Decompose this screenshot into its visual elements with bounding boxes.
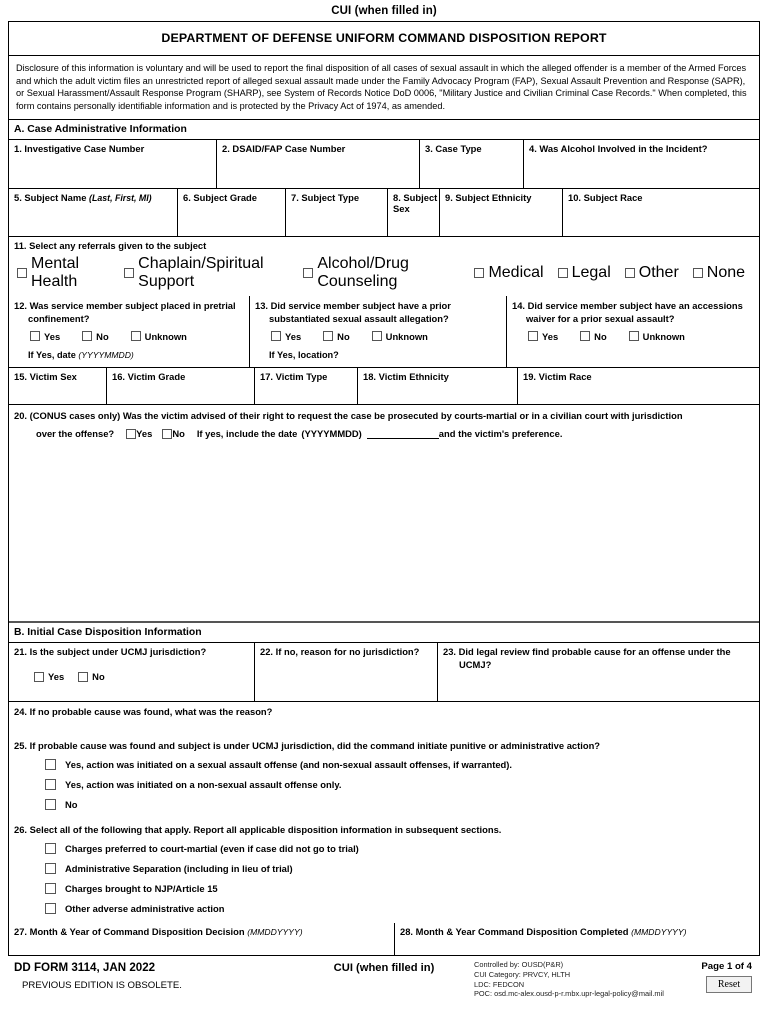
- q21-options: [14, 657, 254, 682]
- question-26-disposition-types: [9, 819, 759, 923]
- q13-options: [255, 326, 502, 342]
- question-13-prior-allegation: [249, 296, 506, 367]
- checkbox-icon[interactable]: [372, 331, 382, 341]
- q11-option-legal[interactable]: Legal: [558, 264, 611, 282]
- checkbox-icon[interactable]: [629, 331, 639, 341]
- checkbox-icon[interactable]: [45, 903, 56, 914]
- q25-option-sexual-assault-offense[interactable]: Yes, action was initiated on a sexual assault offense (and non-sexual assault offenses, if warranted).: [45, 759, 754, 770]
- q13-label: 13. Did service member subject have a prior substantiated sexual assault allegation?: [255, 300, 451, 324]
- q13-option-yes[interactable]: Yes: [271, 331, 301, 342]
- checkbox-icon[interactable]: [82, 331, 92, 341]
- q11-option-medical[interactable]: Medical: [474, 264, 543, 282]
- field-case-type[interactable]: 3. Case Type: [419, 140, 523, 188]
- field-victim-ethnicity[interactable]: 18. Victim Ethnicity: [357, 368, 517, 404]
- question-12-pretrial-confinement: [9, 296, 249, 367]
- field-subject-race[interactable]: 10. Subject Race: [562, 189, 757, 236]
- q14-option-no[interactable]: No: [580, 331, 607, 342]
- q25-label: 25. If probable cause was found and subject is under UCMJ jurisdiction, did the command initiate punitive or administrative action?: [14, 740, 601, 752]
- q14-label: 14. Did service member subject have an accessions waiver for a prior sexual assault?: [512, 300, 743, 324]
- q26-options: [14, 836, 754, 918]
- q12-option-no[interactable]: No: [82, 331, 109, 342]
- q28-date-format-hint: (MMDDYYYY): [631, 927, 687, 938]
- checkbox-icon[interactable]: [303, 268, 313, 278]
- q12-if-yes-date[interactable]: If Yes, date (YYYYMMDD): [28, 349, 134, 360]
- q20-if-yes-text: If yes, include the date: [196, 428, 298, 440]
- checkbox-icon[interactable]: [45, 799, 56, 810]
- q20-checkbox-yes[interactable]: [126, 429, 136, 439]
- checkbox-icon[interactable]: [693, 268, 703, 278]
- row-q21-q23: [9, 643, 759, 702]
- q26-option-other-adverse-action[interactable]: Other adverse administrative action: [45, 903, 754, 914]
- q26-option-njp-article-15[interactable]: Charges brought to NJP/Article 15: [45, 883, 754, 894]
- q14-option-unknown[interactable]: Unknown: [629, 331, 685, 342]
- form-footer: [8, 956, 760, 1016]
- question-11-referrals: [9, 237, 759, 296]
- q12-options: [14, 326, 245, 342]
- q20-line2: [14, 422, 753, 439]
- q20-prompt-tail: over the offense?: [36, 428, 115, 440]
- reset-button[interactable]: Reset: [706, 976, 752, 993]
- q14-option-yes[interactable]: Yes: [528, 331, 558, 342]
- q11-option-alcohol-drug[interactable]: Alcohol/Drug Counseling: [303, 255, 460, 291]
- cui-banner-bottom: CUI (when filled in): [333, 962, 435, 975]
- field-no-jurisdiction-reason[interactable]: 22. If no, reason for no jurisdiction?: [254, 643, 437, 701]
- question-20-conus-advisement: [9, 405, 759, 621]
- field-subject-name[interactable]: 5. Subject Name (Last, First, MI): [14, 192, 152, 204]
- subject-name-hint: (Last, First, MI): [89, 193, 152, 204]
- field-subject-sex[interactable]: 8. Subject Sex: [387, 189, 439, 236]
- q25-options: [14, 752, 754, 814]
- q11-option-none[interactable]: None: [693, 264, 745, 282]
- q20-preference-text: and the victim's preference.: [438, 428, 563, 440]
- form-frame: [8, 21, 760, 956]
- field-subject-grade[interactable]: 6. Subject Grade: [177, 189, 285, 236]
- q13-option-unknown[interactable]: Unknown: [372, 331, 428, 342]
- field-investigative-case-number[interactable]: 1. Investigative Case Number: [14, 143, 145, 155]
- controlled-by-line: Controlled by: OUSD(P&R): [474, 960, 564, 970]
- checkbox-icon[interactable]: [474, 268, 484, 278]
- checkbox-icon[interactable]: [45, 759, 56, 770]
- checkbox-icon[interactable]: [124, 268, 134, 278]
- q13-if-yes-location[interactable]: If Yes, location?: [269, 349, 339, 360]
- q20-free-response-area[interactable]: [9, 439, 759, 621]
- q12-date-format-hint: (YYYYMMDD): [78, 349, 134, 360]
- row-q27-q28: [9, 923, 759, 955]
- q11-option-chaplain[interactable]: Chaplain/Spiritual Support: [124, 255, 289, 291]
- q20-label-yes: Yes: [136, 428, 153, 440]
- privacy-disclosure-text: Disclosure of this information is voluntary and will be used to report the final disposition of all cases of sexual assault in which the alleged offender is a member of the Armed Forces and which the adult victim files an unrestricted report of alleged sexual assault made under the Family Advocacy Program (FAP), Sexual Assault Prevention and Response (SAPR), or Sexual Harassment/Assault Response Program (SHARP), see System of Records Notice DoD 0006, "Military Justice and Civilian Criminal Case Records." When completed, this form contains personally identifiable information and is protected by the Privacy Act of 1974, as amended.: [9, 56, 759, 120]
- checkbox-icon[interactable]: [528, 331, 538, 341]
- checkbox-icon[interactable]: [131, 331, 141, 341]
- field-alcohol-involved[interactable]: 4. Was Alcohol Involved in the Incident?: [523, 140, 757, 188]
- checkbox-icon[interactable]: [45, 863, 56, 874]
- row-q15-q19: [9, 368, 759, 405]
- section-a-heading: A. Case Administrative Information: [9, 120, 759, 140]
- q14-options: [512, 326, 753, 342]
- checkbox-icon[interactable]: [625, 268, 635, 278]
- q26-option-charges-preferred[interactable]: Charges preferred to court-martial (even if case did not go to trial): [45, 843, 754, 854]
- row-q1-q4: [9, 140, 759, 189]
- q12-option-yes[interactable]: Yes: [30, 331, 60, 342]
- question-21-ucmj-jurisdiction: [9, 643, 254, 701]
- field-victim-type[interactable]: 17. Victim Type: [254, 368, 357, 404]
- field-victim-sex[interactable]: 15. Victim Sex: [14, 371, 77, 383]
- q11-label: 11. Select any referrals given to the subject: [14, 240, 207, 252]
- q20-line1: 20. (CONUS cases only) Was the victim advised of their right to request the case be prosecuted by courts-martial or in a civilian court with jurisdiction: [14, 410, 683, 422]
- cui-banner-top: CUI (when filled in): [331, 5, 437, 17]
- row-q5-q10: [9, 189, 759, 237]
- section-b-heading: B. Initial Case Disposition Information: [9, 621, 759, 643]
- checkbox-icon[interactable]: [30, 331, 40, 341]
- question-25-command-action: [9, 735, 759, 819]
- q27-date-format-hint: (MMDDYYYY): [247, 927, 303, 938]
- form-number: DD FORM 3114, JAN 2022: [14, 961, 156, 975]
- q20-label-no: No: [172, 428, 185, 440]
- form-title: DEPARTMENT OF DEFENSE UNIFORM COMMAND DISPOSITION REPORT: [9, 22, 759, 56]
- checkbox-icon[interactable]: [17, 268, 27, 278]
- checkbox-icon[interactable]: [580, 331, 590, 341]
- field-subject-type[interactable]: 7. Subject Type: [285, 189, 387, 236]
- question-23-probable-cause[interactable]: 23. Did legal review find probable cause for an offense under the UCMJ?: [437, 643, 757, 701]
- cui-category-line: CUI Category: PRVCY, HLTH: [474, 969, 571, 979]
- checkbox-icon[interactable]: [78, 672, 88, 682]
- checkbox-icon[interactable]: [558, 268, 568, 278]
- checkbox-icon[interactable]: [45, 779, 56, 790]
- checkbox-icon[interactable]: [323, 331, 333, 341]
- checkbox-icon[interactable]: [45, 883, 56, 894]
- previous-edition-notice: PREVIOUS EDITION IS OBSOLETE.: [22, 980, 182, 992]
- field-victim-grade[interactable]: 16. Victim Grade: [106, 368, 254, 404]
- field-victim-race[interactable]: 19. Victim Race: [517, 368, 757, 404]
- page-number: Page 1 of 4: [701, 961, 752, 973]
- field-subject-ethnicity[interactable]: 9. Subject Ethnicity: [439, 189, 562, 236]
- checkbox-icon[interactable]: [271, 331, 281, 341]
- q21-label: 21. Is the subject under UCMJ jurisdiction?: [14, 646, 207, 658]
- q11-option-mental-health[interactable]: Mental Health: [17, 255, 110, 291]
- field-dsaid-fap-case-number[interactable]: 2. DSAID/FAP Case Number: [216, 140, 419, 188]
- q25-option-non-sexual-assault-offense[interactable]: Yes, action was initiated on a non-sexual assault offense only.: [45, 779, 754, 790]
- q26-label: 26. Select all of the following that apply. Report all applicable disposition information in subsequent sections.: [14, 824, 502, 836]
- q26-option-administrative-separation[interactable]: Administrative Separation (including in lieu of trial): [45, 863, 754, 874]
- q21-option-yes[interactable]: Yes: [34, 671, 64, 682]
- q12-label: 12. Was service member subject placed in pretrial confinement?: [14, 300, 236, 324]
- q11-option-other[interactable]: Other: [625, 264, 679, 282]
- q21-option-no[interactable]: No: [78, 671, 105, 682]
- checkbox-icon[interactable]: [34, 672, 44, 682]
- q20-date-format-hint: (YYYYMMDD): [301, 428, 362, 440]
- q11-checkbox-group: [9, 251, 759, 296]
- field-disposition-completed-date[interactable]: 28. Month & Year Command Disposition Completed (MMDDYYYY): [394, 923, 758, 955]
- ldc-line: LDC: FEDCON: [474, 979, 525, 989]
- q13-option-no[interactable]: No: [323, 331, 350, 342]
- field-disposition-decision-date[interactable]: 27. Month & Year of Command Disposition Decision (MMDDYYYY): [14, 926, 303, 938]
- question-24-no-probable-cause-reason[interactable]: 24. If no probable cause was found, what was the reason?: [14, 706, 273, 718]
- q20-date-input[interactable]: [367, 429, 439, 439]
- cui-control-block: [474, 960, 664, 998]
- checkbox-icon[interactable]: [45, 843, 56, 854]
- question-14-accessions-waiver: [506, 296, 757, 367]
- q12-option-unknown[interactable]: Unknown: [131, 331, 187, 342]
- q20-checkbox-no[interactable]: [162, 429, 172, 439]
- poc-line: POC: osd.mc-alex.ousd-p-r.mbx.upr-legal-policy@mail.mil: [474, 989, 664, 999]
- row-q12-q14: [9, 296, 759, 368]
- q25-option-no[interactable]: No: [45, 799, 754, 810]
